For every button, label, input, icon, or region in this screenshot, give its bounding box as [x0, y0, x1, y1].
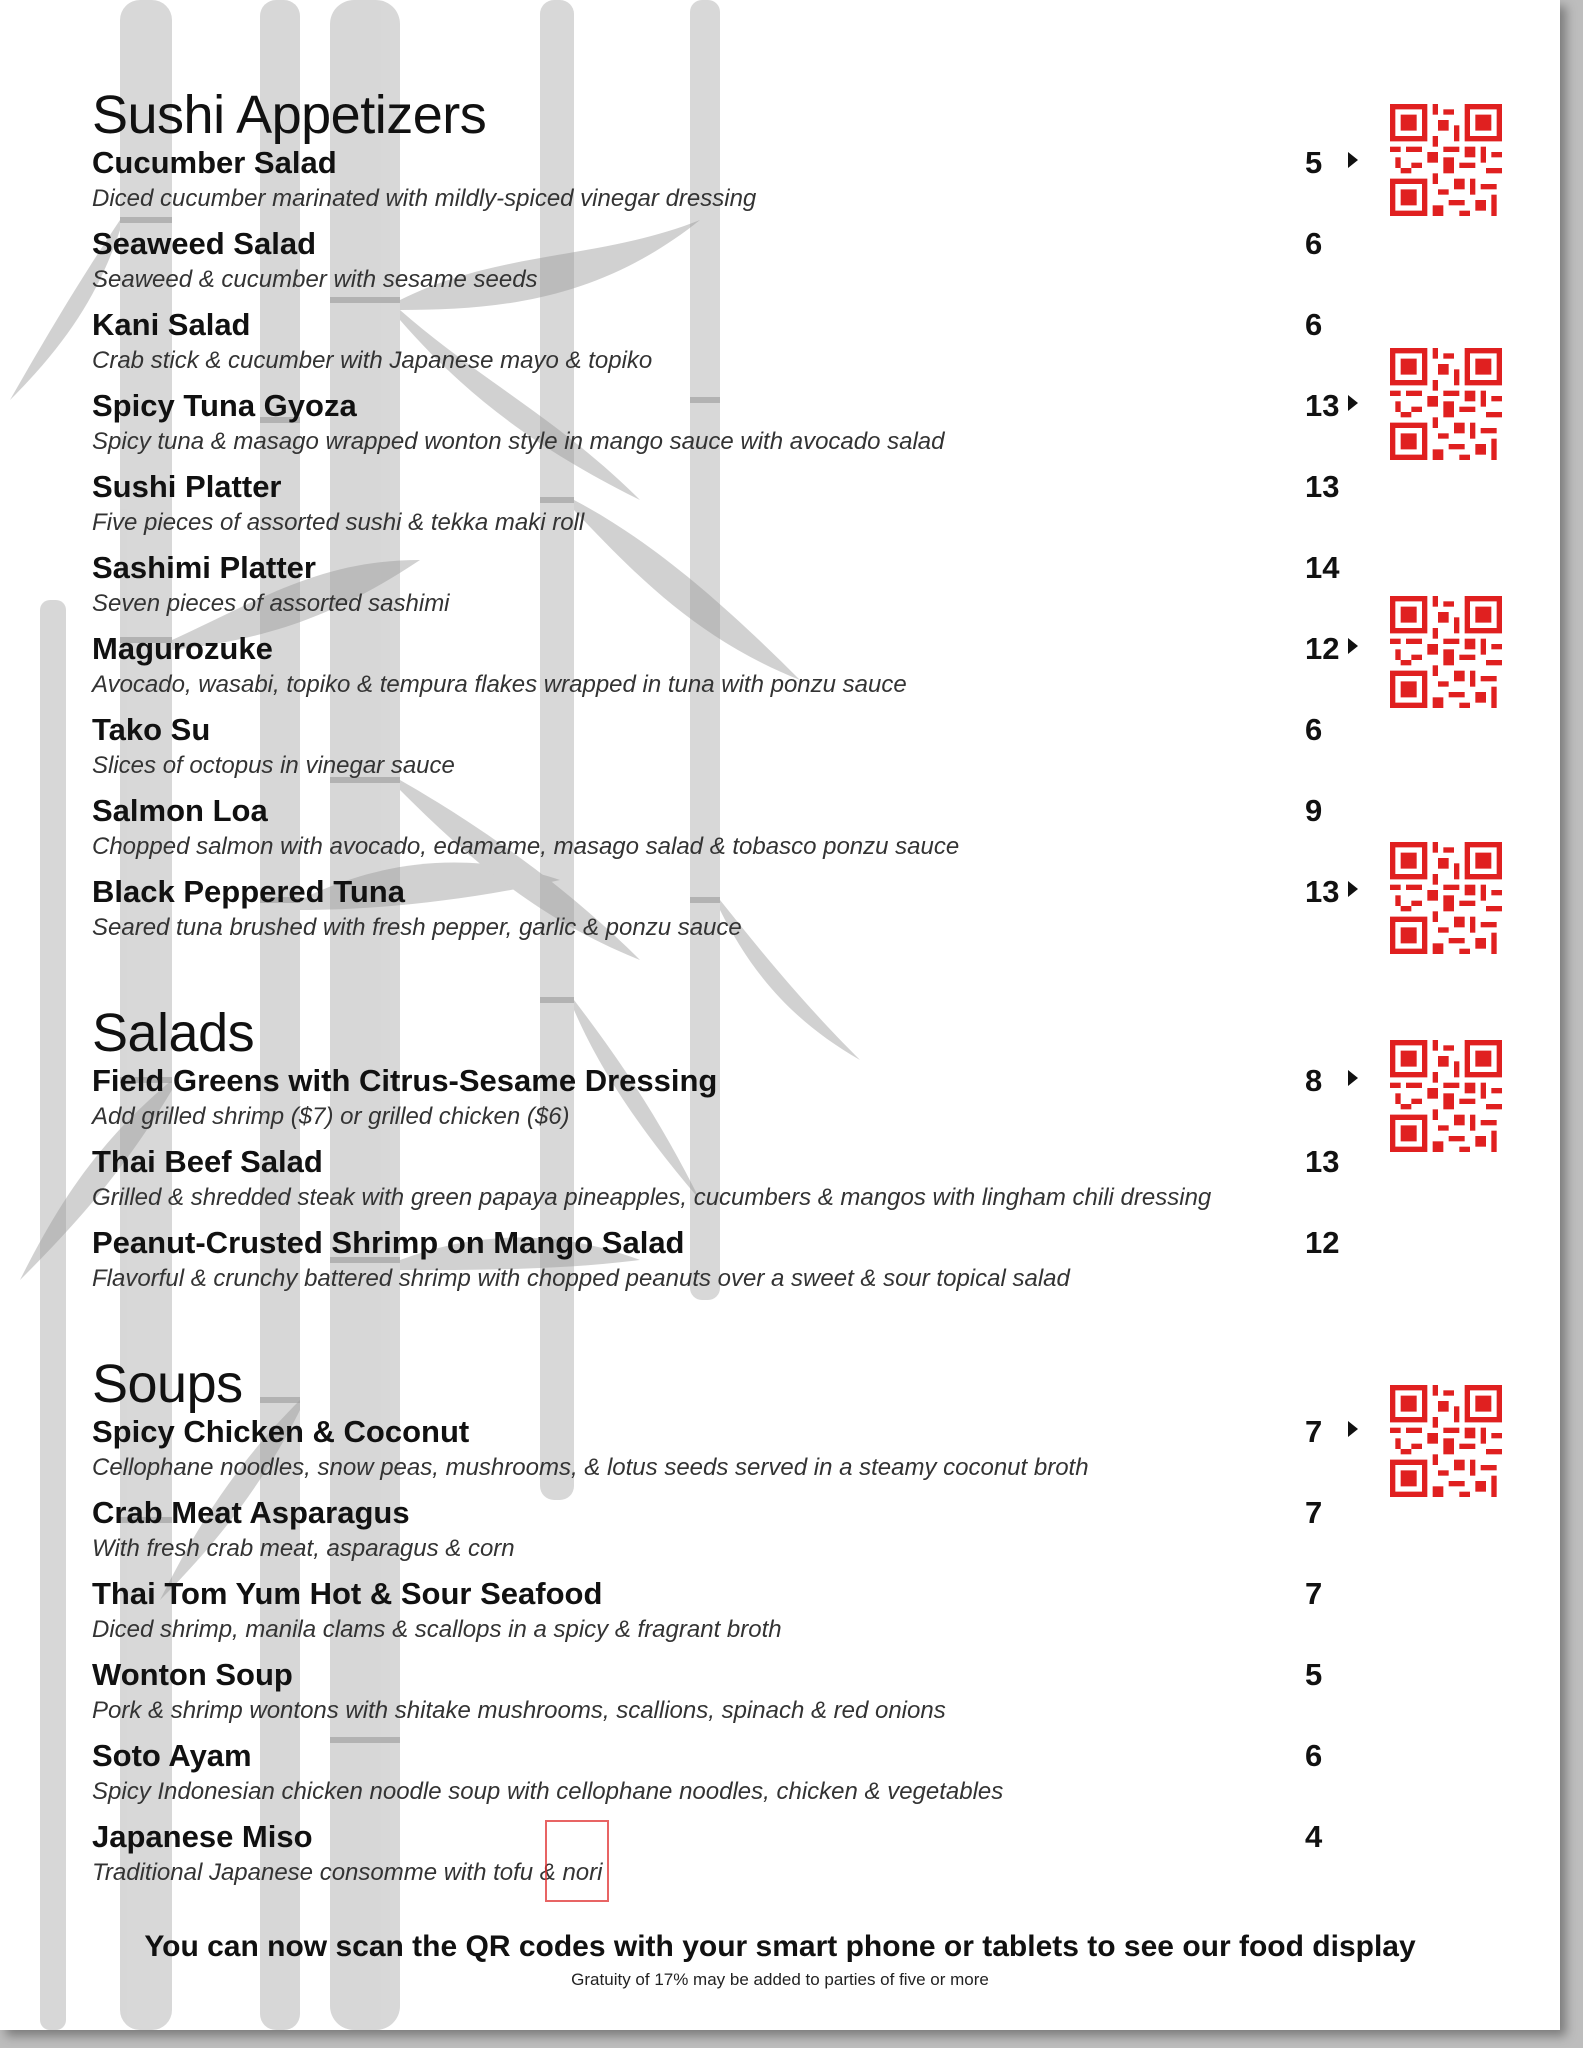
item-description: Flavorful & crunchy battered shrimp with chopped peanuts over a sweet & sour topical salad [92, 1265, 1070, 1292]
item-price: 9 [1305, 793, 1323, 828]
item-description: Pork & shrimp wontons with shitake mushrooms, scallions, spinach & red onions [92, 1697, 946, 1724]
item-price: 4 [1305, 1819, 1323, 1854]
item-name: Field Greens with Citrus-Sesame Dressing [92, 1063, 718, 1098]
item-price: 6 [1305, 1738, 1323, 1773]
menu-item [92, 1575, 1472, 1656]
menu-item [92, 1494, 1472, 1575]
qr-code-icon[interactable] [1390, 1385, 1502, 1497]
menu-item [92, 1656, 1472, 1737]
item-name: Soto Ayam [92, 1738, 252, 1773]
item-name: Spicy Tuna Gyoza [92, 388, 357, 423]
item-name: Seaweed Salad [92, 226, 317, 261]
red-seal-stamp [545, 1820, 609, 1902]
menu-item [92, 468, 1472, 549]
item-description: Traditional Japanese consomme with tofu & nori [92, 1859, 603, 1886]
menu-item [92, 144, 1472, 225]
item-description: Diced cucumber marinated with mildly-spiced vinegar dressing [92, 185, 757, 212]
menu-item [92, 549, 1472, 630]
menu-item [92, 387, 1472, 468]
item-name: Black Peppered Tuna [92, 874, 405, 909]
menu-item [92, 306, 1472, 387]
item-name: Magurozuke [92, 631, 273, 666]
item-description: Seaweed & cucumber with sesame seeds [92, 266, 538, 293]
section-title: Salads [92, 1003, 255, 1063]
item-price: 7 [1305, 1576, 1323, 1611]
play-arrow-icon[interactable] [1348, 152, 1358, 168]
item-name: Crab Meat Asparagus [92, 1495, 410, 1530]
item-price: 5 [1305, 145, 1323, 180]
item-name: Thai Beef Salad [92, 1144, 323, 1179]
item-price: 13 [1305, 874, 1340, 909]
menu-item [92, 1413, 1472, 1494]
menu-item [92, 792, 1472, 873]
menu-item [92, 225, 1472, 306]
item-description: Avocado, wasabi, topiko & tempura flakes wrapped in tuna with ponzu sauce [92, 671, 907, 698]
footer [0, 1930, 1560, 1990]
menu-item [92, 1143, 1472, 1224]
section-sushi-appetizers [92, 85, 1472, 954]
play-arrow-icon[interactable] [1348, 638, 1358, 654]
menu-item [92, 873, 1472, 954]
section-soups [92, 1354, 1472, 1899]
menu-item [92, 711, 1472, 792]
item-name: Japanese Miso [92, 1819, 313, 1854]
item-price: 14 [1305, 550, 1340, 585]
menu-item [92, 630, 1472, 711]
menu-content [92, 85, 1472, 1951]
item-description: Diced shrimp, manila clams & scallops in a spicy & fragrant broth [92, 1616, 782, 1643]
item-description: Slices of octopus in vinegar sauce [92, 752, 455, 779]
item-name: Tako Su [92, 712, 211, 747]
item-description: Spicy tuna & masago wrapped wonton style in mango sauce with avocado salad [92, 428, 945, 455]
item-description: Seven pieces of assorted sashimi [92, 590, 450, 617]
footer-qr-notice: You can now scan the QR codes with your smart phone or tablets to see our food display [144, 1930, 1416, 1963]
item-description: Chopped salmon with avocado, edamame, masago salad & tobasco ponzu sauce [92, 833, 960, 860]
item-description: Five pieces of assorted sushi & tekka maki roll [92, 509, 585, 536]
item-price: 8 [1305, 1063, 1323, 1098]
item-description: Spicy Indonesian chicken noodle soup with cellophane noodles, chicken & vegetables [92, 1778, 1004, 1805]
item-name: Peanut-Crusted Shrimp on Mango Salad [92, 1225, 685, 1260]
item-price: 6 [1305, 307, 1323, 342]
item-name: Thai Tom Yum Hot & Sour Seafood [92, 1576, 603, 1611]
play-arrow-icon[interactable] [1348, 881, 1358, 897]
item-price: 13 [1305, 1144, 1340, 1179]
qr-code-icon[interactable] [1390, 842, 1502, 954]
item-description: Cellophane noodles, snow peas, mushrooms, & lotus seeds served in a steamy coconut broth [92, 1454, 1089, 1481]
section-title: Soups [92, 1354, 243, 1414]
item-name: Sushi Platter [92, 469, 282, 504]
item-name: Wonton Soup [92, 1657, 293, 1692]
item-description: Seared tuna brushed with fresh pepper, garlic & ponzu sauce [92, 914, 742, 941]
item-name: Cucumber Salad [92, 145, 337, 180]
qr-code-icon[interactable] [1390, 596, 1502, 708]
qr-code-icon[interactable] [1390, 348, 1502, 460]
footer-gratuity-note: Gratuity of 17% may be added to parties of five or more [571, 1970, 989, 1989]
item-description: With fresh crab meat, asparagus & corn [92, 1535, 515, 1562]
item-price: 12 [1305, 631, 1340, 666]
item-name: Salmon Loa [92, 793, 268, 828]
menu-item [92, 1224, 1472, 1305]
section-title: Sushi Appetizers [92, 85, 487, 145]
menu-item [92, 1818, 1472, 1899]
play-arrow-icon[interactable] [1348, 1421, 1358, 1437]
qr-code-icon[interactable] [1390, 104, 1502, 216]
item-description: Grilled & shredded steak with green papaya pineapples, cucumbers & mangos with lingham chili dressing [92, 1184, 1212, 1211]
item-description: Add grilled shrimp ($7) or grilled chicken ($6) [92, 1103, 570, 1130]
item-price: 13 [1305, 388, 1340, 423]
item-name: Sashimi Platter [92, 550, 316, 585]
item-name: Spicy Chicken & Coconut [92, 1414, 470, 1449]
item-price: 7 [1305, 1495, 1323, 1530]
item-price: 7 [1305, 1414, 1323, 1449]
item-name: Kani Salad [92, 307, 251, 342]
section-salads [92, 1003, 1472, 1305]
qr-code-icon[interactable] [1390, 1040, 1502, 1152]
item-price: 6 [1305, 712, 1323, 747]
item-price: 13 [1305, 469, 1340, 504]
item-description: Crab stick & cucumber with Japanese mayo & topiko [92, 347, 653, 374]
item-price: 5 [1305, 1657, 1323, 1692]
play-arrow-icon[interactable] [1348, 395, 1358, 411]
play-arrow-icon[interactable] [1348, 1070, 1358, 1086]
menu-item [92, 1737, 1472, 1818]
menu-item [92, 1062, 1472, 1143]
item-price: 12 [1305, 1225, 1340, 1260]
item-price: 6 [1305, 226, 1323, 261]
